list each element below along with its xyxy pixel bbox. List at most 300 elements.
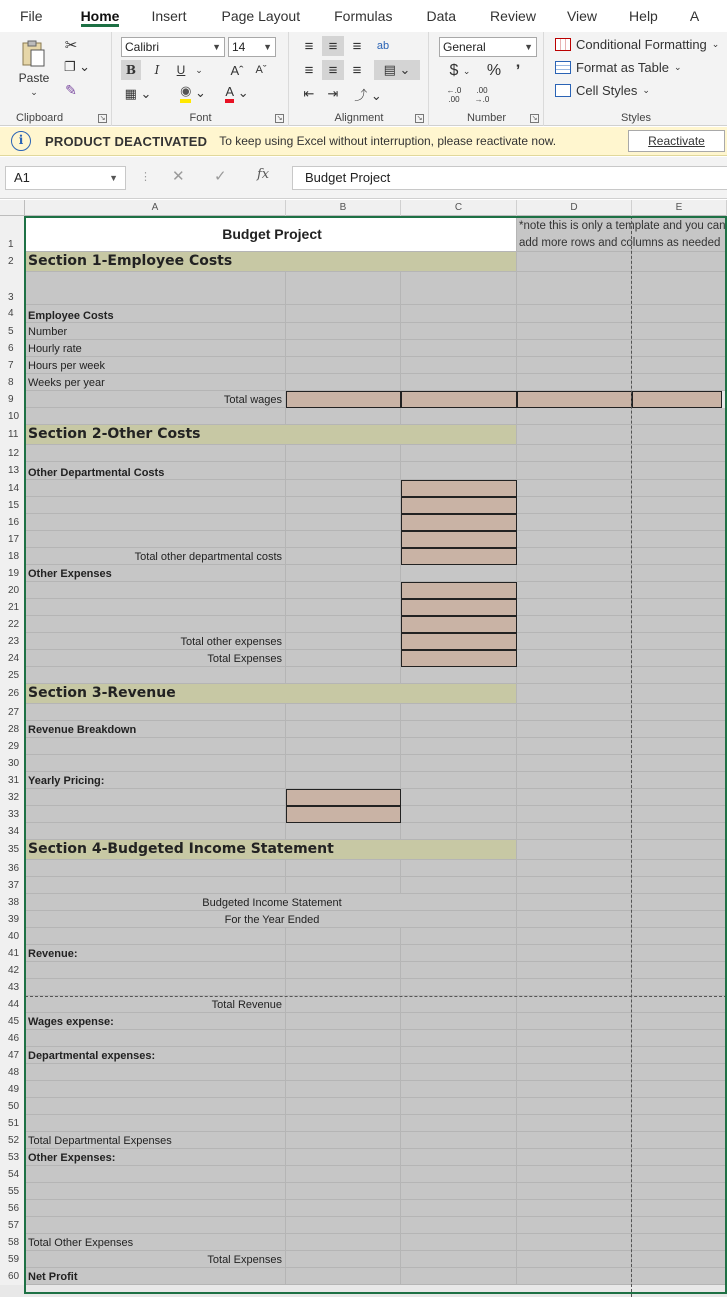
- cell[interactable]: [286, 272, 401, 305]
- cell[interactable]: [632, 996, 727, 1013]
- cell-a26[interactable]: Section 3-Revenue: [25, 684, 517, 704]
- shrink-font-button[interactable]: Aˇ: [255, 64, 267, 76]
- cell[interactable]: [632, 1183, 727, 1200]
- cell[interactable]: [632, 928, 727, 945]
- cell[interactable]: [286, 633, 401, 650]
- comma-button[interactable]: ’: [515, 61, 521, 80]
- cell-a28[interactable]: Revenue Breakdown: [25, 721, 286, 738]
- cell[interactable]: [632, 252, 727, 272]
- cell[interactable]: [632, 548, 727, 565]
- cell[interactable]: [632, 840, 727, 860]
- cell-a27[interactable]: [25, 704, 286, 721]
- cell[interactable]: [286, 704, 401, 721]
- cell[interactable]: [632, 408, 727, 425]
- cell[interactable]: [517, 684, 632, 704]
- cell-a8[interactable]: Weeks per year: [25, 374, 286, 391]
- cell-a7[interactable]: Hours per week: [25, 357, 286, 374]
- cell-a58[interactable]: Total Other Expenses: [25, 1234, 286, 1251]
- cell[interactable]: [286, 497, 401, 514]
- row-header[interactable]: 2: [0, 252, 25, 272]
- cell[interactable]: [517, 806, 632, 823]
- row-header[interactable]: 44: [0, 996, 25, 1013]
- increase-decimal-button[interactable]: ←.0 .00: [446, 86, 462, 104]
- cell[interactable]: [286, 755, 401, 772]
- cell-a49[interactable]: [25, 1081, 286, 1098]
- cell-a4[interactable]: Employee Costs: [25, 305, 286, 323]
- cell[interactable]: [517, 340, 632, 357]
- cell[interactable]: [286, 806, 401, 823]
- cell[interactable]: [286, 1064, 401, 1081]
- cell-a22[interactable]: [25, 616, 286, 633]
- cell[interactable]: [632, 962, 727, 979]
- cell[interactable]: [286, 565, 401, 582]
- cell[interactable]: [286, 1081, 401, 1098]
- cell[interactable]: [286, 1149, 401, 1166]
- text-angle-icon[interactable]: ⤴ ⌄: [354, 87, 382, 103]
- more-options-icon[interactable]: ⋮: [140, 171, 151, 183]
- row-header[interactable]: 7: [0, 357, 25, 374]
- cell[interactable]: [632, 911, 727, 928]
- cell[interactable]: [286, 928, 401, 945]
- cell[interactable]: [632, 531, 727, 548]
- cell[interactable]: [286, 667, 401, 684]
- cell[interactable]: [401, 497, 517, 514]
- cell[interactable]: [401, 340, 517, 357]
- cell[interactable]: [632, 1047, 727, 1064]
- cell-a21[interactable]: [25, 599, 286, 616]
- insert-function-icon[interactable]: fx: [257, 167, 270, 182]
- italic-button[interactable]: I: [154, 63, 160, 77]
- tab-insert[interactable]: Insert: [151, 8, 187, 24]
- cell[interactable]: [517, 650, 632, 667]
- cell[interactable]: [517, 1183, 632, 1200]
- row-header[interactable]: 33: [0, 806, 25, 823]
- paste-button[interactable]: Paste: [18, 71, 50, 85]
- cell[interactable]: [632, 1081, 727, 1098]
- cell[interactable]: [632, 425, 727, 445]
- cell[interactable]: [632, 1217, 727, 1234]
- cell[interactable]: [517, 721, 632, 738]
- cell-a9[interactable]: Total wages: [25, 391, 286, 408]
- cell-a19[interactable]: Other Expenses: [25, 565, 286, 582]
- cell[interactable]: [286, 582, 401, 599]
- decrease-indent-icon[interactable]: ⇤: [303, 86, 315, 101]
- cell[interactable]: [286, 514, 401, 531]
- row-header[interactable]: 10: [0, 408, 25, 425]
- cell[interactable]: [517, 531, 632, 548]
- row-header[interactable]: 22: [0, 616, 25, 633]
- cell-a36[interactable]: [25, 860, 286, 877]
- underline-dropdown-icon[interactable]: ⌄: [195, 64, 203, 75]
- reactivate-button[interactable]: Reactivate: [628, 130, 725, 152]
- cell-a51[interactable]: [25, 1115, 286, 1132]
- row-header[interactable]: 26: [0, 684, 25, 704]
- cell[interactable]: [401, 480, 517, 497]
- cell[interactable]: [401, 1200, 517, 1217]
- row-header[interactable]: 23: [0, 633, 25, 650]
- row-header[interactable]: 35: [0, 840, 25, 860]
- row-header[interactable]: 47: [0, 1047, 25, 1064]
- cell[interactable]: [401, 633, 517, 650]
- cell[interactable]: [517, 548, 632, 565]
- cell[interactable]: [632, 480, 727, 497]
- row-header[interactable]: 18: [0, 548, 25, 565]
- format-as-table-button[interactable]: [555, 60, 682, 75]
- cell[interactable]: [401, 462, 517, 480]
- cell[interactable]: [632, 772, 727, 789]
- cell-a18[interactable]: Total other departmental costs: [25, 548, 286, 565]
- select-all-corner[interactable]: [0, 200, 25, 216]
- cell[interactable]: [517, 1047, 632, 1064]
- cell-a52[interactable]: Total Departmental Expenses: [25, 1132, 286, 1149]
- cell[interactable]: [286, 340, 401, 357]
- cell[interactable]: [517, 1268, 632, 1285]
- cell[interactable]: [632, 789, 727, 806]
- tab-page-layout[interactable]: Page Layout: [221, 8, 301, 24]
- cell[interactable]: [517, 704, 632, 721]
- cell-a59[interactable]: Total Expenses: [25, 1251, 286, 1268]
- cell-a60[interactable]: Net Profit: [25, 1268, 286, 1285]
- row-header[interactable]: 53: [0, 1149, 25, 1166]
- tab-home[interactable]: Home: [81, 0, 120, 32]
- cell-a50[interactable]: [25, 1098, 286, 1115]
- cell[interactable]: [517, 860, 632, 877]
- cell-a16[interactable]: [25, 514, 286, 531]
- cell[interactable]: [286, 1234, 401, 1251]
- cell[interactable]: [401, 357, 517, 374]
- cell[interactable]: [632, 650, 727, 667]
- cell[interactable]: [517, 1132, 632, 1149]
- cell[interactable]: [632, 272, 727, 305]
- cell[interactable]: [632, 305, 727, 323]
- cell[interactable]: [517, 755, 632, 772]
- grow-font-button[interactable]: Aˆ: [230, 62, 244, 78]
- cell[interactable]: [517, 565, 632, 582]
- row-header[interactable]: 46: [0, 1030, 25, 1047]
- cell-a34[interactable]: [25, 823, 286, 840]
- cell-a5[interactable]: Number: [25, 323, 286, 340]
- cell[interactable]: [401, 408, 517, 425]
- decrease-decimal-button[interactable]: .00 →.0: [474, 86, 490, 104]
- cell[interactable]: [286, 1047, 401, 1064]
- cell[interactable]: [401, 721, 517, 738]
- cell[interactable]: [401, 531, 517, 548]
- cell-a32[interactable]: [25, 789, 286, 806]
- cell[interactable]: [401, 806, 517, 823]
- cell[interactable]: [632, 462, 727, 480]
- cell[interactable]: [517, 772, 632, 789]
- cell[interactable]: [632, 823, 727, 840]
- cell[interactable]: [401, 704, 517, 721]
- alignment-launcher-icon[interactable]: ↘: [416, 115, 423, 122]
- cell-a17[interactable]: [25, 531, 286, 548]
- row-header[interactable]: 12: [0, 445, 25, 462]
- cell[interactable]: [401, 1183, 517, 1200]
- cell[interactable]: [632, 806, 727, 823]
- cell[interactable]: [401, 323, 517, 340]
- cell[interactable]: [401, 374, 517, 391]
- row-header[interactable]: 27: [0, 704, 25, 721]
- tab-more[interactable]: A: [689, 8, 700, 24]
- format-painter-icon[interactable]: ✎: [65, 81, 77, 98]
- row-header[interactable]: 28: [0, 721, 25, 738]
- cell-a40[interactable]: [25, 928, 286, 945]
- cell-a35[interactable]: Section 4-Budgeted Income Statement: [25, 840, 517, 860]
- row-header[interactable]: 42: [0, 962, 25, 979]
- align-left-icon[interactable]: ≡: [304, 61, 314, 79]
- row-header[interactable]: 9: [0, 391, 25, 408]
- cell[interactable]: [632, 1115, 727, 1132]
- cell[interactable]: [401, 548, 517, 565]
- cell[interactable]: [401, 1234, 517, 1251]
- cell[interactable]: [401, 305, 517, 323]
- cell[interactable]: [286, 979, 401, 996]
- cell[interactable]: [286, 305, 401, 323]
- cell[interactable]: [286, 650, 401, 667]
- cell-a14[interactable]: [25, 480, 286, 497]
- cell[interactable]: [632, 323, 727, 340]
- row-header[interactable]: 40: [0, 928, 25, 945]
- cell[interactable]: [632, 667, 727, 684]
- align-bottom-icon[interactable]: ≡: [352, 37, 362, 55]
- cell-a57[interactable]: [25, 1217, 286, 1234]
- row-header[interactable]: 11: [0, 425, 25, 445]
- cell[interactable]: [517, 425, 632, 445]
- cell[interactable]: [286, 1200, 401, 1217]
- cell[interactable]: [517, 1166, 632, 1183]
- row-header[interactable]: 38: [0, 894, 25, 911]
- cell[interactable]: [632, 582, 727, 599]
- cell[interactable]: [517, 374, 632, 391]
- cell[interactable]: [632, 1149, 727, 1166]
- cell[interactable]: [517, 462, 632, 480]
- cell[interactable]: [517, 1064, 632, 1081]
- cell[interactable]: [286, 860, 401, 877]
- cell[interactable]: [517, 1098, 632, 1115]
- row-header[interactable]: 21: [0, 599, 25, 616]
- cell[interactable]: [401, 391, 517, 408]
- cell[interactable]: [632, 721, 727, 738]
- cell[interactable]: [632, 1030, 727, 1047]
- cell[interactable]: [286, 772, 401, 789]
- cell[interactable]: [517, 1217, 632, 1234]
- cell[interactable]: [401, 945, 517, 962]
- cell-a23[interactable]: Total other expenses: [25, 633, 286, 650]
- column-header-e[interactable]: E: [632, 200, 727, 216]
- borders-icon[interactable]: ▦ ⌄: [124, 86, 152, 101]
- paste-icon[interactable]: [18, 38, 48, 70]
- cell[interactable]: [517, 979, 632, 996]
- cell[interactable]: [632, 599, 727, 616]
- cell[interactable]: [632, 1234, 727, 1251]
- column-header-a[interactable]: A: [25, 200, 286, 216]
- cell[interactable]: [632, 1132, 727, 1149]
- cell[interactable]: [286, 945, 401, 962]
- cell[interactable]: [401, 667, 517, 684]
- cell[interactable]: [286, 462, 401, 480]
- formula-input[interactable]: Budget Project: [292, 166, 727, 190]
- font-launcher-icon[interactable]: ↘: [276, 115, 283, 122]
- cell[interactable]: [632, 860, 727, 877]
- cell[interactable]: [517, 1234, 632, 1251]
- cell[interactable]: [632, 684, 727, 704]
- cell[interactable]: [286, 721, 401, 738]
- row-header[interactable]: 56: [0, 1200, 25, 1217]
- cell-a41[interactable]: Revenue:: [25, 945, 286, 962]
- orientation-icon[interactable]: ab: [376, 40, 390, 52]
- cell[interactable]: [286, 789, 401, 806]
- cell-a12[interactable]: [25, 445, 286, 462]
- cell-a43[interactable]: [25, 979, 286, 996]
- cell[interactable]: [517, 877, 632, 894]
- cell-a15[interactable]: [25, 497, 286, 514]
- cell-a25[interactable]: [25, 667, 286, 684]
- cell[interactable]: [632, 1098, 727, 1115]
- name-box[interactable]: [5, 166, 126, 190]
- row-header[interactable]: 30: [0, 755, 25, 772]
- cell[interactable]: [632, 391, 722, 408]
- percent-button[interactable]: %: [486, 62, 502, 79]
- cell-a47[interactable]: Departmental expenses:: [25, 1047, 286, 1064]
- cell-a44[interactable]: Total Revenue: [25, 996, 286, 1013]
- row-header[interactable]: 50: [0, 1098, 25, 1115]
- cell-a29[interactable]: [25, 738, 286, 755]
- cell-a55[interactable]: [25, 1183, 286, 1200]
- cell[interactable]: [286, 616, 401, 633]
- cell-a54[interactable]: [25, 1166, 286, 1183]
- row-header[interactable]: 19: [0, 565, 25, 582]
- cell-a37[interactable]: [25, 877, 286, 894]
- cell-a10[interactable]: [25, 408, 286, 425]
- cell-a24[interactable]: Total Expenses: [25, 650, 286, 667]
- cell[interactable]: [401, 599, 517, 616]
- align-middle-icon[interactable]: ≡: [322, 36, 344, 56]
- cell[interactable]: [286, 445, 401, 462]
- cell[interactable]: [517, 996, 632, 1013]
- cell[interactable]: [286, 1030, 401, 1047]
- cell[interactable]: [401, 996, 517, 1013]
- cell-a30[interactable]: [25, 755, 286, 772]
- cell[interactable]: [286, 1166, 401, 1183]
- row-header[interactable]: 20: [0, 582, 25, 599]
- cell[interactable]: [401, 755, 517, 772]
- cell[interactable]: [517, 1081, 632, 1098]
- cell[interactable]: [632, 616, 727, 633]
- cell[interactable]: [401, 272, 517, 305]
- tab-review[interactable]: Review: [490, 8, 536, 24]
- align-top-icon[interactable]: ≡: [304, 37, 314, 55]
- cell[interactable]: [517, 1115, 632, 1132]
- underline-button[interactable]: U: [176, 63, 186, 77]
- row-header[interactable]: 54: [0, 1166, 25, 1183]
- cell[interactable]: [517, 928, 632, 945]
- row-header[interactable]: 8: [0, 374, 25, 391]
- row-header[interactable]: 36: [0, 860, 25, 877]
- tab-formulas[interactable]: Formulas: [334, 8, 393, 24]
- row-header[interactable]: 41: [0, 945, 25, 962]
- cell[interactable]: [517, 1251, 632, 1268]
- row-header[interactable]: 58: [0, 1234, 25, 1251]
- cell[interactable]: [401, 1047, 517, 1064]
- cell[interactable]: [517, 514, 632, 531]
- cell[interactable]: [632, 1166, 727, 1183]
- cell[interactable]: [517, 599, 632, 616]
- row-header[interactable]: 1: [0, 216, 25, 252]
- tab-help[interactable]: Help: [629, 8, 658, 24]
- align-center-icon[interactable]: ≡: [322, 60, 344, 80]
- cell[interactable]: [632, 633, 727, 650]
- cell[interactable]: [286, 391, 401, 408]
- cell-a13[interactable]: Other Departmental Costs: [25, 462, 286, 480]
- cell[interactable]: [632, 340, 727, 357]
- cell[interactable]: [517, 962, 632, 979]
- cell[interactable]: [286, 531, 401, 548]
- cancel-icon[interactable]: ✕: [172, 168, 185, 185]
- cell-a53[interactable]: Other Expenses:: [25, 1149, 286, 1166]
- cell[interactable]: [632, 1268, 727, 1285]
- cell[interactable]: [401, 979, 517, 996]
- cell[interactable]: [286, 962, 401, 979]
- clipboard-launcher-icon[interactable]: ↘: [99, 115, 106, 122]
- cell[interactable]: [286, 996, 401, 1013]
- cell[interactable]: [517, 1149, 632, 1166]
- cell[interactable]: [286, 1115, 401, 1132]
- row-header[interactable]: 48: [0, 1064, 25, 1081]
- cell[interactable]: [632, 877, 727, 894]
- tab-file[interactable]: File: [20, 8, 43, 24]
- cell[interactable]: [517, 840, 632, 860]
- cell[interactable]: [517, 616, 632, 633]
- row-header[interactable]: 32: [0, 789, 25, 806]
- row-header[interactable]: 31: [0, 772, 25, 789]
- font-size-select[interactable]: [228, 37, 276, 57]
- row-header[interactable]: 37: [0, 877, 25, 894]
- cell[interactable]: [286, 548, 401, 565]
- row-header[interactable]: 4: [0, 305, 25, 323]
- cell[interactable]: [401, 738, 517, 755]
- cell[interactable]: [401, 1064, 517, 1081]
- row-header[interactable]: 39: [0, 911, 25, 928]
- cell[interactable]: [286, 1251, 401, 1268]
- cell[interactable]: [517, 894, 632, 911]
- cell[interactable]: [401, 928, 517, 945]
- cell[interactable]: [401, 1166, 517, 1183]
- number-launcher-icon[interactable]: ↘: [531, 115, 538, 122]
- cell[interactable]: [401, 860, 517, 877]
- row-header[interactable]: 14: [0, 480, 25, 497]
- conditional-formatting-button[interactable]: [555, 37, 719, 52]
- cell[interactable]: [517, 1200, 632, 1217]
- cell[interactable]: [401, 1081, 517, 1098]
- cell[interactable]: [632, 738, 727, 755]
- bold-button[interactable]: B: [121, 60, 141, 80]
- row-header[interactable]: 57: [0, 1217, 25, 1234]
- cell[interactable]: [286, 1098, 401, 1115]
- row-header[interactable]: 3: [0, 272, 25, 305]
- cell[interactable]: [401, 1115, 517, 1132]
- cell[interactable]: [401, 1149, 517, 1166]
- cell[interactable]: [517, 391, 632, 408]
- cell-a3[interactable]: [25, 272, 286, 305]
- cell[interactable]: [286, 1268, 401, 1285]
- cell[interactable]: [632, 1013, 727, 1030]
- cell[interactable]: [286, 408, 401, 425]
- row-header[interactable]: 59: [0, 1251, 25, 1268]
- cell-a42[interactable]: [25, 962, 286, 979]
- cell[interactable]: [517, 445, 632, 462]
- cell-a38[interactable]: Budgeted Income Statement: [25, 894, 517, 911]
- increase-indent-icon[interactable]: ⇥: [327, 86, 339, 101]
